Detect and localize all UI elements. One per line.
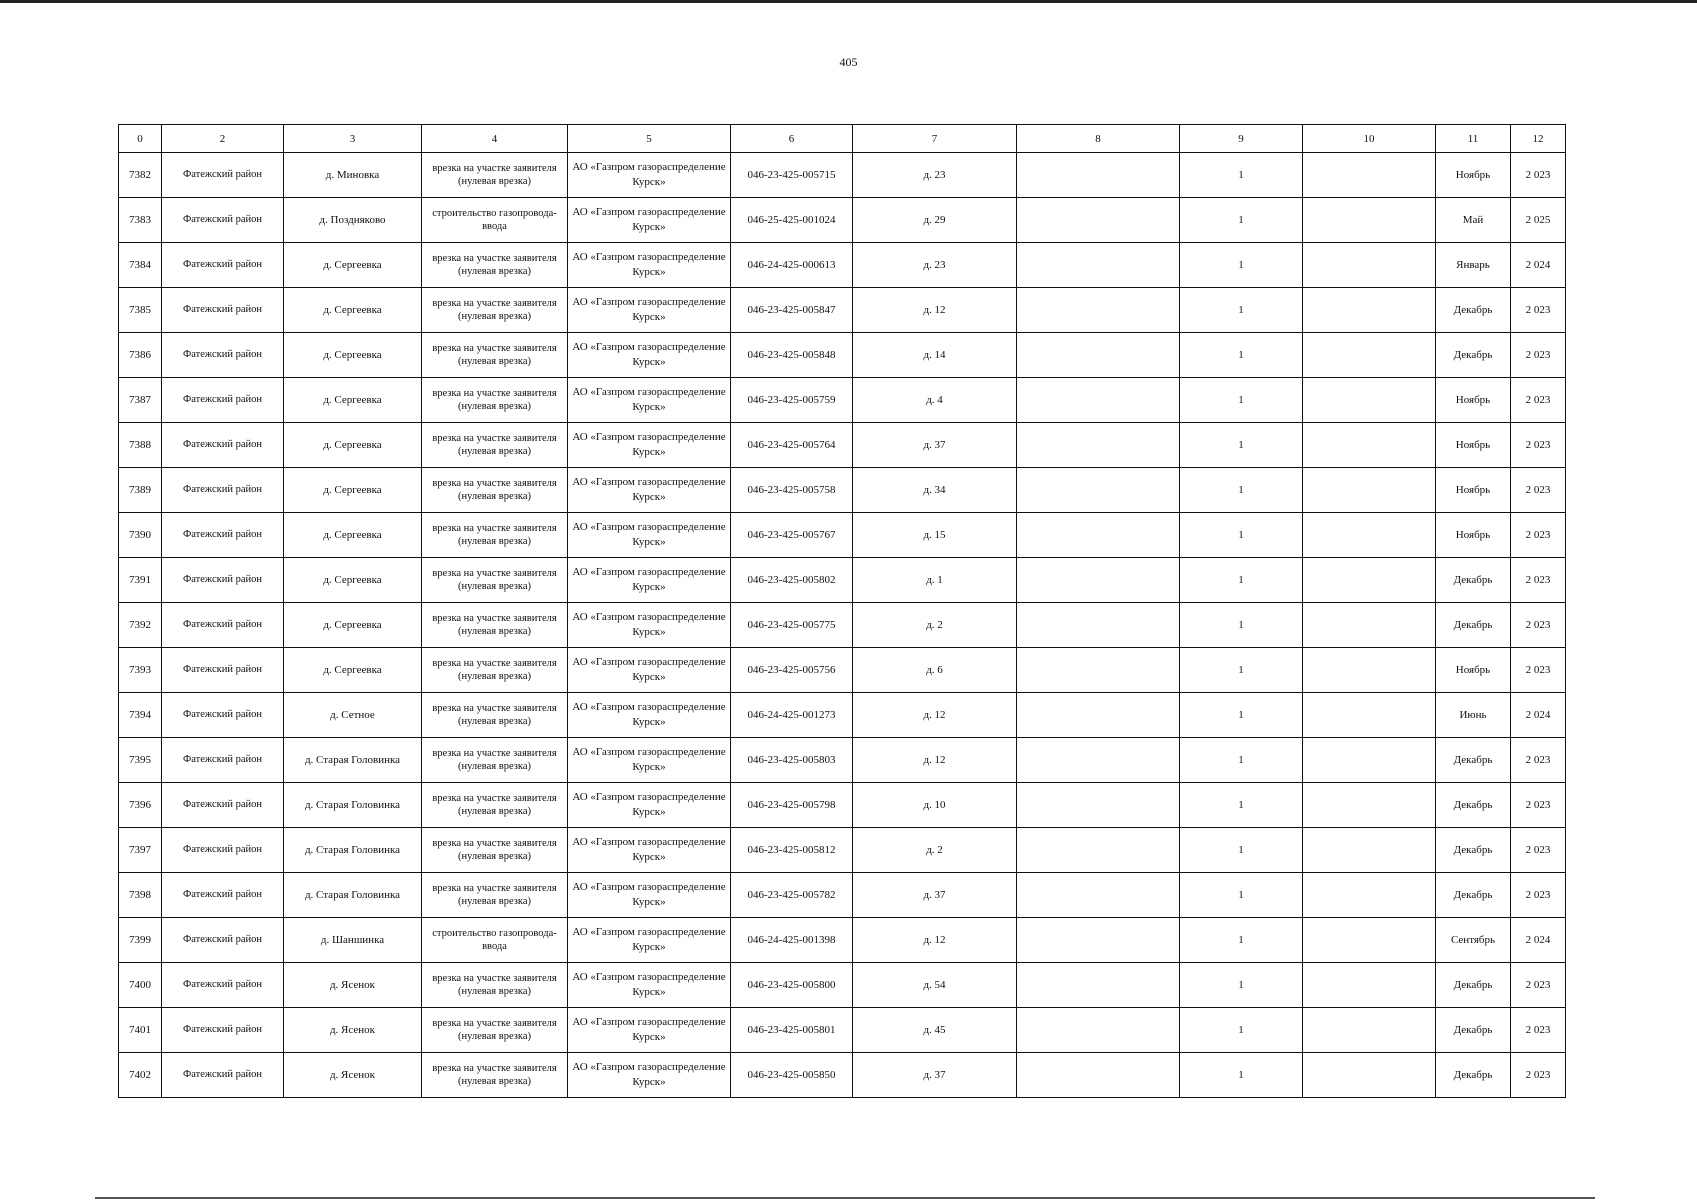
column-10-cell [1303,918,1436,963]
quantity-cell: 1 [1180,783,1303,828]
quantity-cell: 1 [1180,738,1303,783]
column-header: 10 [1303,125,1436,153]
year-cell: 2 023 [1511,963,1566,1008]
work-type-cell: врезка на участке заявителя (нулевая врезка) [422,513,568,558]
organization-cell: АО «Газпром газораспределение Курск» [568,198,731,243]
house-number-cell: д. 1 [853,558,1017,603]
row-number: 7394 [119,693,162,738]
month-cell: Ноябрь [1436,648,1511,693]
district-cell: Фатежский район [162,468,284,513]
year-cell: 2 023 [1511,873,1566,918]
district-cell: Фатежский район [162,1053,284,1098]
month-cell: Ноябрь [1436,513,1511,558]
application-code-cell: 046-24-425-001273 [731,693,853,738]
table-row [119,1053,1566,1098]
month-cell: Декабрь [1436,333,1511,378]
month-cell: Декабрь [1436,828,1511,873]
work-type-cell: строительство газопровода-ввода [422,918,568,963]
row-number: 7391 [119,558,162,603]
organization-cell: АО «Газпром газораспределение Курск» [568,468,731,513]
locality-cell: д. Ясенок [284,1053,422,1098]
table-row [119,153,1566,198]
quantity-cell: 1 [1180,828,1303,873]
application-code-cell: 046-23-425-005775 [731,603,853,648]
column-8-cell [1017,828,1180,873]
column-10-cell [1303,1053,1436,1098]
quantity-cell: 1 [1180,873,1303,918]
house-number-cell: д. 23 [853,243,1017,288]
locality-cell: д. Сергеевка [284,243,422,288]
year-cell: 2 023 [1511,288,1566,333]
work-type-cell: врезка на участке заявителя (нулевая врезка) [422,963,568,1008]
gas-connection-register-table [118,124,1566,1098]
month-cell: Июнь [1436,693,1511,738]
application-code-cell: 046-23-425-005801 [731,1008,853,1053]
column-header: 12 [1511,125,1566,153]
district-cell: Фатежский район [162,513,284,558]
house-number-cell: д. 12 [853,693,1017,738]
row-number: 7402 [119,1053,162,1098]
house-number-cell: д. 6 [853,648,1017,693]
district-cell: Фатежский район [162,693,284,738]
column-10-cell [1303,198,1436,243]
work-type-cell: врезка на участке заявителя (нулевая врезка) [422,288,568,333]
year-cell: 2 023 [1511,333,1566,378]
column-8-cell [1017,963,1180,1008]
organization-cell: АО «Газпром газораспределение Курск» [568,648,731,693]
locality-cell: д. Сетное [284,693,422,738]
column-10-cell [1303,783,1436,828]
organization-cell: АО «Газпром газораспределение Курск» [568,378,731,423]
column-10-cell [1303,468,1436,513]
year-cell: 2 023 [1511,648,1566,693]
organization-cell: АО «Газпром газораспределение Курск» [568,243,731,288]
work-type-cell: врезка на участке заявителя (нулевая врезка) [422,783,568,828]
month-cell: Декабрь [1436,558,1511,603]
column-8-cell [1017,603,1180,648]
locality-cell: д. Сергеевка [284,648,422,693]
house-number-cell: д. 37 [853,1053,1017,1098]
column-header: 8 [1017,125,1180,153]
work-type-cell: врезка на участке заявителя (нулевая врезка) [422,243,568,288]
column-header: 0 [119,125,162,153]
table-row [119,333,1566,378]
house-number-cell: д. 12 [853,738,1017,783]
column-header: 6 [731,125,853,153]
application-code-cell: 046-23-425-005764 [731,423,853,468]
work-type-cell: врезка на участке заявителя (нулевая врезка) [422,153,568,198]
column-10-cell [1303,693,1436,738]
locality-cell: д. Старая Головинка [284,738,422,783]
column-10-cell [1303,828,1436,873]
month-cell: Декабрь [1436,783,1511,828]
district-cell: Фатежский район [162,603,284,648]
locality-cell: д. Ясенок [284,1008,422,1053]
table-row [119,558,1566,603]
quantity-cell: 1 [1180,198,1303,243]
district-cell: Фатежский район [162,558,284,603]
table-row [119,783,1566,828]
row-number: 7382 [119,153,162,198]
column-10-cell [1303,333,1436,378]
quantity-cell: 1 [1180,468,1303,513]
row-number: 7399 [119,918,162,963]
column-10-cell [1303,288,1436,333]
locality-cell: д. Сергеевка [284,513,422,558]
application-code-cell: 046-23-425-005803 [731,738,853,783]
district-cell: Фатежский район [162,153,284,198]
locality-cell: д. Старая Головинка [284,873,422,918]
quantity-cell: 1 [1180,153,1303,198]
table-row [119,288,1566,333]
column-10-cell [1303,1008,1436,1053]
application-code-cell: 046-23-425-005847 [731,288,853,333]
district-cell: Фатежский район [162,873,284,918]
year-cell: 2 023 [1511,783,1566,828]
row-number: 7396 [119,783,162,828]
year-cell: 2 025 [1511,198,1566,243]
locality-cell: д. Сергеевка [284,558,422,603]
quantity-cell: 1 [1180,963,1303,1008]
quantity-cell: 1 [1180,378,1303,423]
locality-cell: д. Миновка [284,153,422,198]
column-8-cell [1017,558,1180,603]
application-code-cell: 046-23-425-005800 [731,963,853,1008]
year-cell: 2 024 [1511,243,1566,288]
column-8-cell [1017,873,1180,918]
row-number: 7398 [119,873,162,918]
application-code-cell: 046-23-425-005756 [731,648,853,693]
row-number: 7393 [119,648,162,693]
quantity-cell: 1 [1180,693,1303,738]
house-number-cell: д. 12 [853,918,1017,963]
district-cell: Фатежский район [162,828,284,873]
locality-cell: д. Старая Головинка [284,783,422,828]
house-number-cell: д. 4 [853,378,1017,423]
month-cell: Декабрь [1436,1053,1511,1098]
application-code-cell: 046-23-425-005767 [731,513,853,558]
work-type-cell: врезка на участке заявителя (нулевая врезка) [422,648,568,693]
district-cell: Фатежский район [162,648,284,693]
column-header: 11 [1436,125,1511,153]
column-header: 2 [162,125,284,153]
house-number-cell: д. 12 [853,288,1017,333]
district-cell: Фатежский район [162,378,284,423]
column-10-cell [1303,603,1436,648]
column-10-cell [1303,513,1436,558]
column-8-cell [1017,333,1180,378]
row-number: 7395 [119,738,162,783]
house-number-cell: д. 23 [853,153,1017,198]
year-cell: 2 024 [1511,693,1566,738]
column-8-cell [1017,513,1180,558]
row-number: 7386 [119,333,162,378]
month-cell: Ноябрь [1436,423,1511,468]
table-row [119,873,1566,918]
district-cell: Фатежский район [162,1008,284,1053]
column-8-cell [1017,693,1180,738]
application-code-cell: 046-23-425-005758 [731,468,853,513]
organization-cell: АО «Газпром газораспределение Курск» [568,513,731,558]
work-type-cell: врезка на участке заявителя (нулевая врезка) [422,558,568,603]
application-code-cell: 046-23-425-005850 [731,1053,853,1098]
work-type-cell: врезка на участке заявителя (нулевая врезка) [422,1008,568,1053]
year-cell: 2 023 [1511,378,1566,423]
district-cell: Фатежский район [162,963,284,1008]
quantity-cell: 1 [1180,603,1303,648]
work-type-cell: врезка на участке заявителя (нулевая врезка) [422,333,568,378]
row-number: 7392 [119,603,162,648]
month-cell: Декабрь [1436,603,1511,648]
table-row [119,738,1566,783]
year-cell: 2 023 [1511,423,1566,468]
organization-cell: АО «Газпром газораспределение Курск» [568,828,731,873]
house-number-cell: д. 2 [853,828,1017,873]
house-number-cell: д. 10 [853,783,1017,828]
month-cell: Ноябрь [1436,378,1511,423]
year-cell: 2 023 [1511,603,1566,648]
organization-cell: АО «Газпром газораспределение Курск» [568,558,731,603]
locality-cell: д. Сергеевка [284,333,422,378]
row-number: 7388 [119,423,162,468]
table-row [119,648,1566,693]
organization-cell: АО «Газпром газораспределение Курск» [568,783,731,828]
application-code-cell: 046-23-425-005848 [731,333,853,378]
row-number: 7387 [119,378,162,423]
table-row [119,603,1566,648]
column-8-cell [1017,738,1180,783]
column-10-cell [1303,558,1436,603]
row-number: 7385 [119,288,162,333]
locality-cell: д. Сергеевка [284,423,422,468]
column-10-cell [1303,243,1436,288]
bottom-scan-edge [95,1197,1595,1199]
application-code-cell: 046-23-425-005782 [731,873,853,918]
work-type-cell: врезка на участке заявителя (нулевая врезка) [422,468,568,513]
work-type-cell: врезка на участке заявителя (нулевая врезка) [422,738,568,783]
quantity-cell: 1 [1180,558,1303,603]
locality-cell: д. Поздняково [284,198,422,243]
year-cell: 2 023 [1511,153,1566,198]
column-header: 7 [853,125,1017,153]
column-8-cell [1017,648,1180,693]
organization-cell: АО «Газпром газораспределение Курск» [568,873,731,918]
month-cell: Декабрь [1436,1008,1511,1053]
table-row [119,963,1566,1008]
house-number-cell: д. 54 [853,963,1017,1008]
application-code-cell: 046-24-425-000613 [731,243,853,288]
organization-cell: АО «Газпром газораспределение Курск» [568,963,731,1008]
year-cell: 2 023 [1511,513,1566,558]
house-number-cell: д. 15 [853,513,1017,558]
month-cell: Сентябрь [1436,918,1511,963]
locality-cell: д. Ясенок [284,963,422,1008]
locality-cell: д. Сергеевка [284,378,422,423]
year-cell: 2 023 [1511,738,1566,783]
column-8-cell [1017,783,1180,828]
application-code-cell: 046-23-425-005759 [731,378,853,423]
column-10-cell [1303,738,1436,783]
organization-cell: АО «Газпром газораспределение Курск» [568,1053,731,1098]
month-cell: Декабрь [1436,873,1511,918]
row-number: 7389 [119,468,162,513]
column-8-cell [1017,1053,1180,1098]
column-8-cell [1017,378,1180,423]
year-cell: 2 023 [1511,468,1566,513]
year-cell: 2 023 [1511,558,1566,603]
quantity-cell: 1 [1180,513,1303,558]
application-code-cell: 046-23-425-005715 [731,153,853,198]
column-header: 5 [568,125,731,153]
district-cell: Фатежский район [162,288,284,333]
quantity-cell: 1 [1180,1053,1303,1098]
quantity-cell: 1 [1180,648,1303,693]
district-cell: Фатежский район [162,783,284,828]
organization-cell: АО «Газпром газораспределение Курск» [568,603,731,648]
work-type-cell: врезка на участке заявителя (нулевая врезка) [422,873,568,918]
locality-cell: д. Шаншинка [284,918,422,963]
quantity-cell: 1 [1180,333,1303,378]
column-8-cell [1017,198,1180,243]
column-header-row [119,125,1566,153]
quantity-cell: 1 [1180,423,1303,468]
column-10-cell [1303,153,1436,198]
column-10-cell [1303,423,1436,468]
work-type-cell: врезка на участке заявителя (нулевая врезка) [422,693,568,738]
row-number: 7397 [119,828,162,873]
district-cell: Фатежский район [162,738,284,783]
house-number-cell: д. 34 [853,468,1017,513]
locality-cell: д. Сергеевка [284,468,422,513]
table-row [119,243,1566,288]
page-number: 405 [839,55,858,69]
work-type-cell: врезка на участке заявителя (нулевая врезка) [422,603,568,648]
column-header: 4 [422,125,568,153]
quantity-cell: 1 [1180,1008,1303,1053]
district-cell: Фатежский район [162,423,284,468]
month-cell: Ноябрь [1436,468,1511,513]
table-row [119,378,1566,423]
column-header: 3 [284,125,422,153]
organization-cell: АО «Газпром газораспределение Курск» [568,288,731,333]
month-cell: Май [1436,198,1511,243]
house-number-cell: д. 14 [853,333,1017,378]
quantity-cell: 1 [1180,288,1303,333]
work-type-cell: врезка на участке заявителя (нулевая врезка) [422,423,568,468]
table-row [119,513,1566,558]
district-cell: Фатежский район [162,198,284,243]
column-8-cell [1017,288,1180,333]
application-code-cell: 046-23-425-005812 [731,828,853,873]
organization-cell: АО «Газпром газораспределение Курск» [568,693,731,738]
work-type-cell: врезка на участке заявителя (нулевая врезка) [422,828,568,873]
column-8-cell [1017,243,1180,288]
column-8-cell [1017,423,1180,468]
organization-cell: АО «Газпром газораспределение Курск» [568,1008,731,1053]
column-10-cell [1303,648,1436,693]
year-cell: 2 023 [1511,1053,1566,1098]
table-row [119,693,1566,738]
table-row [119,918,1566,963]
month-cell: Декабрь [1436,963,1511,1008]
year-cell: 2 024 [1511,918,1566,963]
quantity-cell: 1 [1180,918,1303,963]
application-code-cell: 046-23-425-005802 [731,558,853,603]
district-cell: Фатежский район [162,333,284,378]
house-number-cell: д. 2 [853,603,1017,648]
year-cell: 2 023 [1511,1008,1566,1053]
organization-cell: АО «Газпром газораспределение Курск» [568,738,731,783]
house-number-cell: д. 45 [853,1008,1017,1053]
application-code-cell: 046-23-425-005798 [731,783,853,828]
district-cell: Фатежский район [162,918,284,963]
column-10-cell [1303,963,1436,1008]
locality-cell: д. Сергеевка [284,288,422,333]
work-type-cell: врезка на участке заявителя (нулевая врезка) [422,378,568,423]
column-header: 9 [1180,125,1303,153]
row-number: 7383 [119,198,162,243]
row-number: 7384 [119,243,162,288]
column-10-cell [1303,378,1436,423]
table-row [119,468,1566,513]
table-row [119,1008,1566,1053]
district-cell: Фатежский район [162,243,284,288]
organization-cell: АО «Газпром газораспределение Курск» [568,918,731,963]
work-type-cell: врезка на участке заявителя (нулевая врезка) [422,1053,568,1098]
organization-cell: АО «Газпром газораспределение Курск» [568,423,731,468]
column-8-cell [1017,1008,1180,1053]
table-body [119,125,1566,1098]
application-code-cell: 046-24-425-001398 [731,918,853,963]
row-number: 7401 [119,1008,162,1053]
year-cell: 2 023 [1511,828,1566,873]
quantity-cell: 1 [1180,243,1303,288]
row-number: 7390 [119,513,162,558]
column-8-cell [1017,153,1180,198]
month-cell: Январь [1436,243,1511,288]
organization-cell: АО «Газпром газораспределение Курск» [568,333,731,378]
house-number-cell: д. 37 [853,423,1017,468]
row-number: 7400 [119,963,162,1008]
work-type-cell: строительство газопровода-ввода [422,198,568,243]
top-scan-edge [0,0,1697,3]
locality-cell: д. Старая Головинка [284,828,422,873]
organization-cell: АО «Газпром газораспределение Курск» [568,153,731,198]
column-10-cell [1303,873,1436,918]
month-cell: Декабрь [1436,738,1511,783]
table-row [119,198,1566,243]
application-code-cell: 046-25-425-001024 [731,198,853,243]
table-row [119,828,1566,873]
table-row [119,423,1566,468]
house-number-cell: д. 37 [853,873,1017,918]
month-cell: Ноябрь [1436,153,1511,198]
column-8-cell [1017,918,1180,963]
column-8-cell [1017,468,1180,513]
locality-cell: д. Сергеевка [284,603,422,648]
month-cell: Декабрь [1436,288,1511,333]
house-number-cell: д. 29 [853,198,1017,243]
